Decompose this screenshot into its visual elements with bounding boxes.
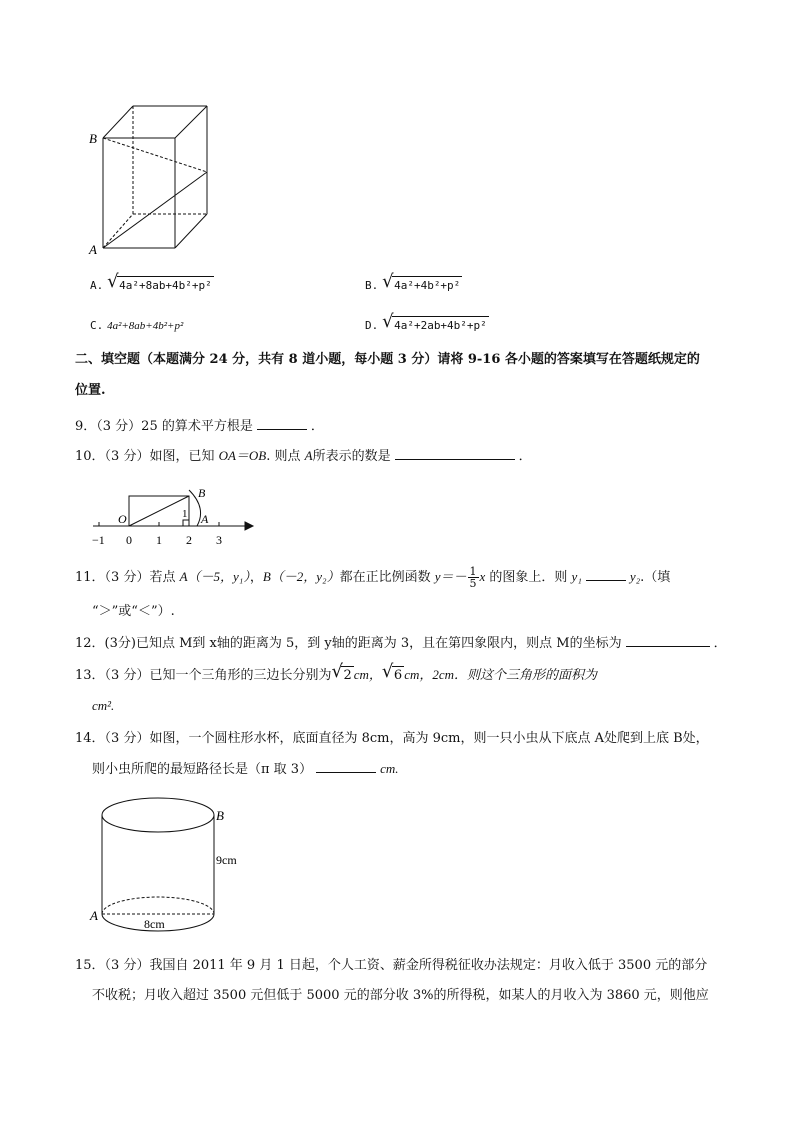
question-12: 12．(3分)已知点 M到 x轴的距离为 5，到 y轴的距离为 3，且在第四象限内，则点 M的坐标为 ． [75, 636, 727, 651]
tick-label-0: 0 [126, 533, 132, 547]
question-11-line2: “＞”或“＜”）. [92, 604, 175, 619]
question-14-line2: 则小虫所爬的最短路径长是（π 取 3） cm. [92, 761, 399, 777]
question-13-line2: cm². [92, 698, 115, 713]
numline-label-b: B [198, 486, 206, 500]
tick-label-1: 1 [156, 533, 162, 547]
q14-answer-blank[interactable] [316, 760, 376, 773]
tick-label-minus1: −1 [92, 533, 105, 547]
question-9: 9．（3 分）25 的算术平方根是 ． [75, 419, 324, 434]
option-c[interactable]: C. 4a²+8ab+4b²+p² [90, 319, 184, 332]
cylinder-label-a: A [90, 908, 98, 923]
question-10: 10．（3 分）如图，已知 OA＝OB. 则点 A所表示的数是 ． [75, 448, 532, 464]
box-figure [85, 98, 225, 258]
cylinder-diameter-label: 8cm [144, 917, 165, 931]
numline-label-o: O [118, 512, 127, 526]
question-13: 13．（3 分）已知一个三角形的三边长分别为 √ 2 cm， √ 6 cm，2cm．则这个三角形的面积为 [75, 661, 598, 683]
q11-answer-blank[interactable] [586, 568, 626, 581]
option-d[interactable]: D. √ 4a²+2ab+4b²+p² [365, 316, 489, 335]
q10-answer-blank[interactable] [395, 447, 515, 460]
option-a-expr: 4a²+8ab+4b²+p² [117, 276, 214, 295]
section2-heading-line2: 位置. [75, 383, 106, 398]
number-line-figure [85, 480, 260, 552]
option-a[interactable]: A. √ 4a²+8ab+4b²+p² [90, 276, 214, 295]
box-label-b: B [89, 131, 97, 146]
numline-label-a: A [201, 512, 209, 526]
option-b-expr: 4a²+4b²+p² [392, 276, 462, 295]
tick-label-2: 2 [186, 533, 192, 547]
fraction-one-fifth: $\frac{1}{5}$ [469, 565, 477, 590]
numline-label-one: 1 [182, 508, 188, 520]
question-15-line2: 不收税；月收入超过 3500 元但低于 5000 元的部分收 3%的所得税，如某人的月收入为 3860 元，则他应 [92, 988, 709, 1003]
cylinder-label-b: B [216, 808, 224, 823]
question-11-line1: 11．（3 分）若点 A（－5，y₁），B（－2，y₂）都在正比例函数 y＝－ $\frac{1}{5}$ x 的图象上．则 y₁ y₂.（填 [75, 565, 671, 590]
cylinder-height-label: 9cm [216, 853, 237, 867]
q9-answer-blank[interactable] [257, 417, 307, 430]
q12-answer-blank[interactable] [626, 634, 710, 647]
box-label-a: A [89, 242, 97, 257]
option-b[interactable]: B. √ 4a²+4b²+p² [365, 276, 462, 295]
option-c-expr: 4a²+8ab+4b²+p² [107, 320, 184, 332]
question-15-line1: 15．（3 分）我国自 2011 年 9 月 1 日起，个人工资、薪金所得税征收办法规定：月收入低于 3500 元的部分 [75, 958, 708, 973]
cylinder-figure [88, 790, 248, 940]
section2-heading-line1: 二、填空题（本题满分 24 分，共有 8 道小题，每小题 3 分）请将 9-16 各小题的答案填写在答题纸规定的 [75, 352, 700, 367]
option-d-expr: 4a²+2ab+4b²+p² [392, 316, 489, 335]
question-14-line1: 14．（3 分）如图，一个圆柱形水杯，底面直径为 8cm，高为 9cm，则一只小虫从下底点 A处爬到上底 B处， [75, 731, 709, 746]
tick-label-3: 3 [216, 533, 222, 547]
